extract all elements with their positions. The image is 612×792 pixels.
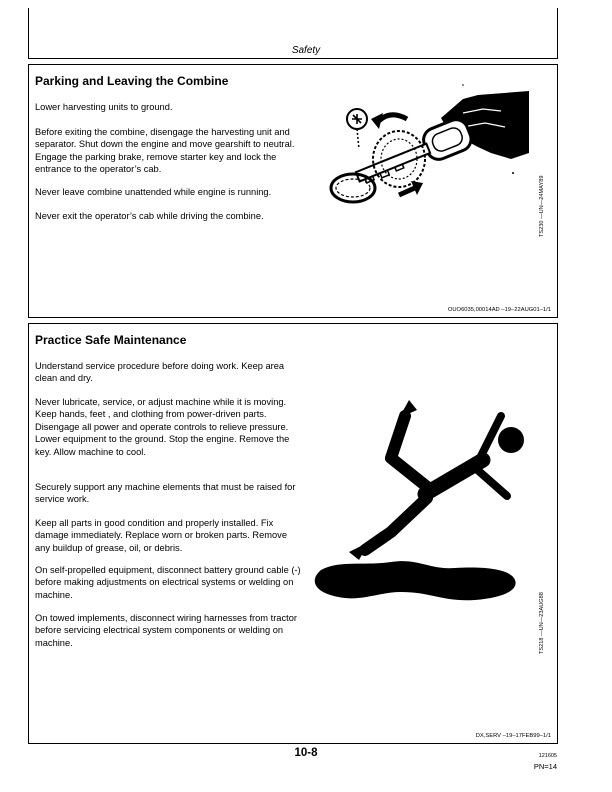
print-code: 121605: [538, 753, 557, 759]
paragraph: Never exit the operator’s cab while driving the combine.: [35, 211, 264, 221]
paragraph: Before exiting the combine, disengage the harvesting unit and separator. Shut down the engine and move gearshift to neutral. Engage the parking brake, remove starter key and lock the entrance to the operator’s cab.: [35, 127, 295, 175]
paragraph: Lower harvesting units to ground.: [35, 102, 173, 112]
footer-code: OUO6035,00014AD –19–22AUG01–1/1: [447, 307, 551, 313]
section-parking: [28, 64, 558, 318]
image-code: TS230 —UN—24MAY89: [539, 175, 545, 237]
section-title: Practice Safe Maintenance: [35, 333, 187, 347]
paragraph: Securely support any machine elements that must be raised for service work.: [35, 482, 296, 505]
paragraph: On self-propelled equipment, disconnect battery ground cable (-) before making adjustments on electrical systems or welding on machine.: [35, 565, 301, 600]
section-title: Parking and Leaving the Combine: [35, 74, 229, 88]
section-maintenance: [28, 323, 558, 744]
paragraph: On towed implements, disconnect wiring harnesses from tractor before servicing electrical system components or welding on machine.: [35, 613, 297, 648]
paragraph: Keep all parts in good condition and properly installed. Fix damage immediately. Replace worn or broken parts. Remove any buildup of grease, oil, or debris.: [35, 518, 287, 553]
slipping-person-illustration: [305, 394, 537, 604]
paragraph: Never lubricate, service, or adjust machine while it is moving. Keep hands, feet , and clothing from power-driven parts. Disengage all power and operate controls to relieve pressure. Lower equipment to the ground. Stop the engine. Remove the key. Allow machine to cool.: [35, 397, 290, 457]
image-code: TS218 —UN—23AUG88: [539, 592, 545, 654]
header-title: Safety: [291, 45, 321, 56]
ignition-key-illustration: [313, 83, 529, 233]
header-bottom-rule: [28, 58, 558, 59]
page-pn: PN=14: [533, 762, 557, 771]
page-number: 10-8: [294, 747, 318, 759]
footer-code: DX,SERV –19–17FEB99–1/1: [475, 733, 551, 739]
paragraph: Never leave combine unattended while engine is running.: [35, 187, 272, 197]
paragraph: Understand service procedure before doing work. Keep area clean and dry.: [35, 361, 285, 384]
